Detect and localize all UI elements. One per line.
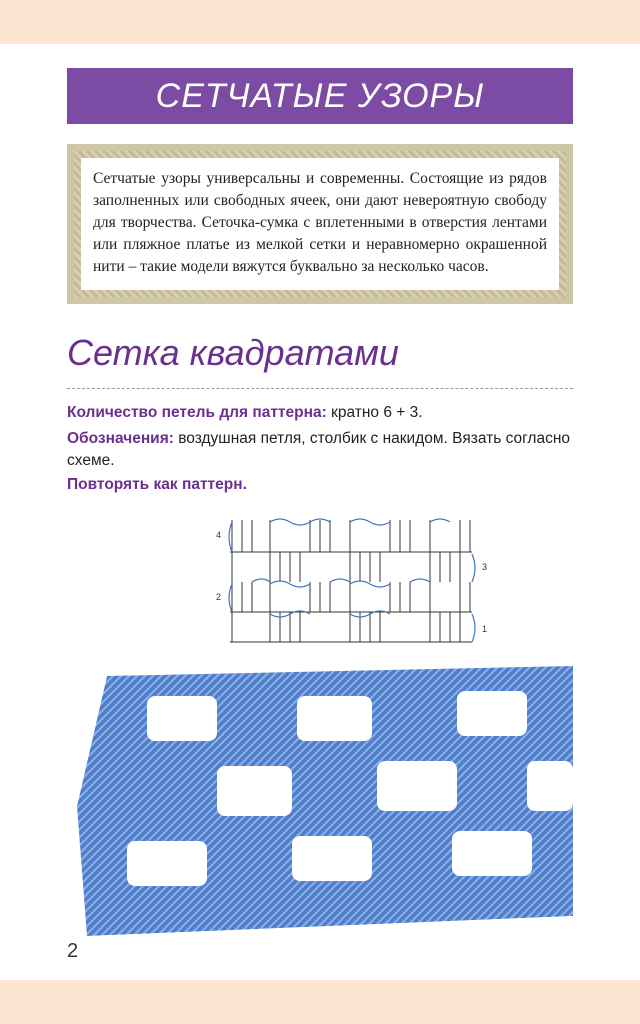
row-label-4: 4	[216, 530, 222, 540]
row-1-stitches	[230, 612, 472, 642]
intro-frame	[67, 144, 573, 304]
stitch-count-value: кратно 6 + 3.	[326, 404, 423, 421]
divider	[67, 388, 573, 389]
stitch-count-label: Количество петель для паттерна:	[67, 404, 327, 421]
row-2-stitches	[232, 582, 470, 612]
row-4-stitches	[232, 520, 470, 552]
stitch-count	[67, 402, 573, 424]
repeat-note	[67, 474, 573, 496]
row-3-stitches	[230, 552, 472, 582]
section-title: Сетка квадратами	[67, 332, 399, 373]
row-label-2: 2	[216, 592, 222, 602]
legend-label: Обозначения:	[67, 430, 174, 447]
book-page	[0, 44, 640, 980]
row-label-1: 1	[482, 624, 488, 634]
crochet-chart	[210, 514, 500, 644]
chain-stitches	[229, 519, 475, 642]
crochet-swatch-photo	[67, 666, 573, 956]
legend-value: воздушная петля, столбик с накидом. Вязать согласно схеме.	[67, 430, 571, 469]
chapter-title-bar	[67, 68, 573, 124]
chapter-title: СЕТЧАТЫЕ УЗОРЫ	[155, 76, 485, 115]
repeat-label: Повторять как паттерн.	[67, 476, 247, 493]
legend	[67, 428, 573, 472]
row-label-3: 3	[482, 562, 488, 572]
intro-text: Сетчатые узоры универсальны и современны. Состоящие из рядов заполненных или свободных ячеек, они дают невероятную свободу для творчества. Сеточка-сумка с вплетенными в отверстия лентами или пляжное платье из мелкой сетки и неравномерно окрашенной нити – такие модели вяжутся буквально за несколько часов.	[81, 158, 559, 290]
page-number: 2	[67, 940, 79, 962]
